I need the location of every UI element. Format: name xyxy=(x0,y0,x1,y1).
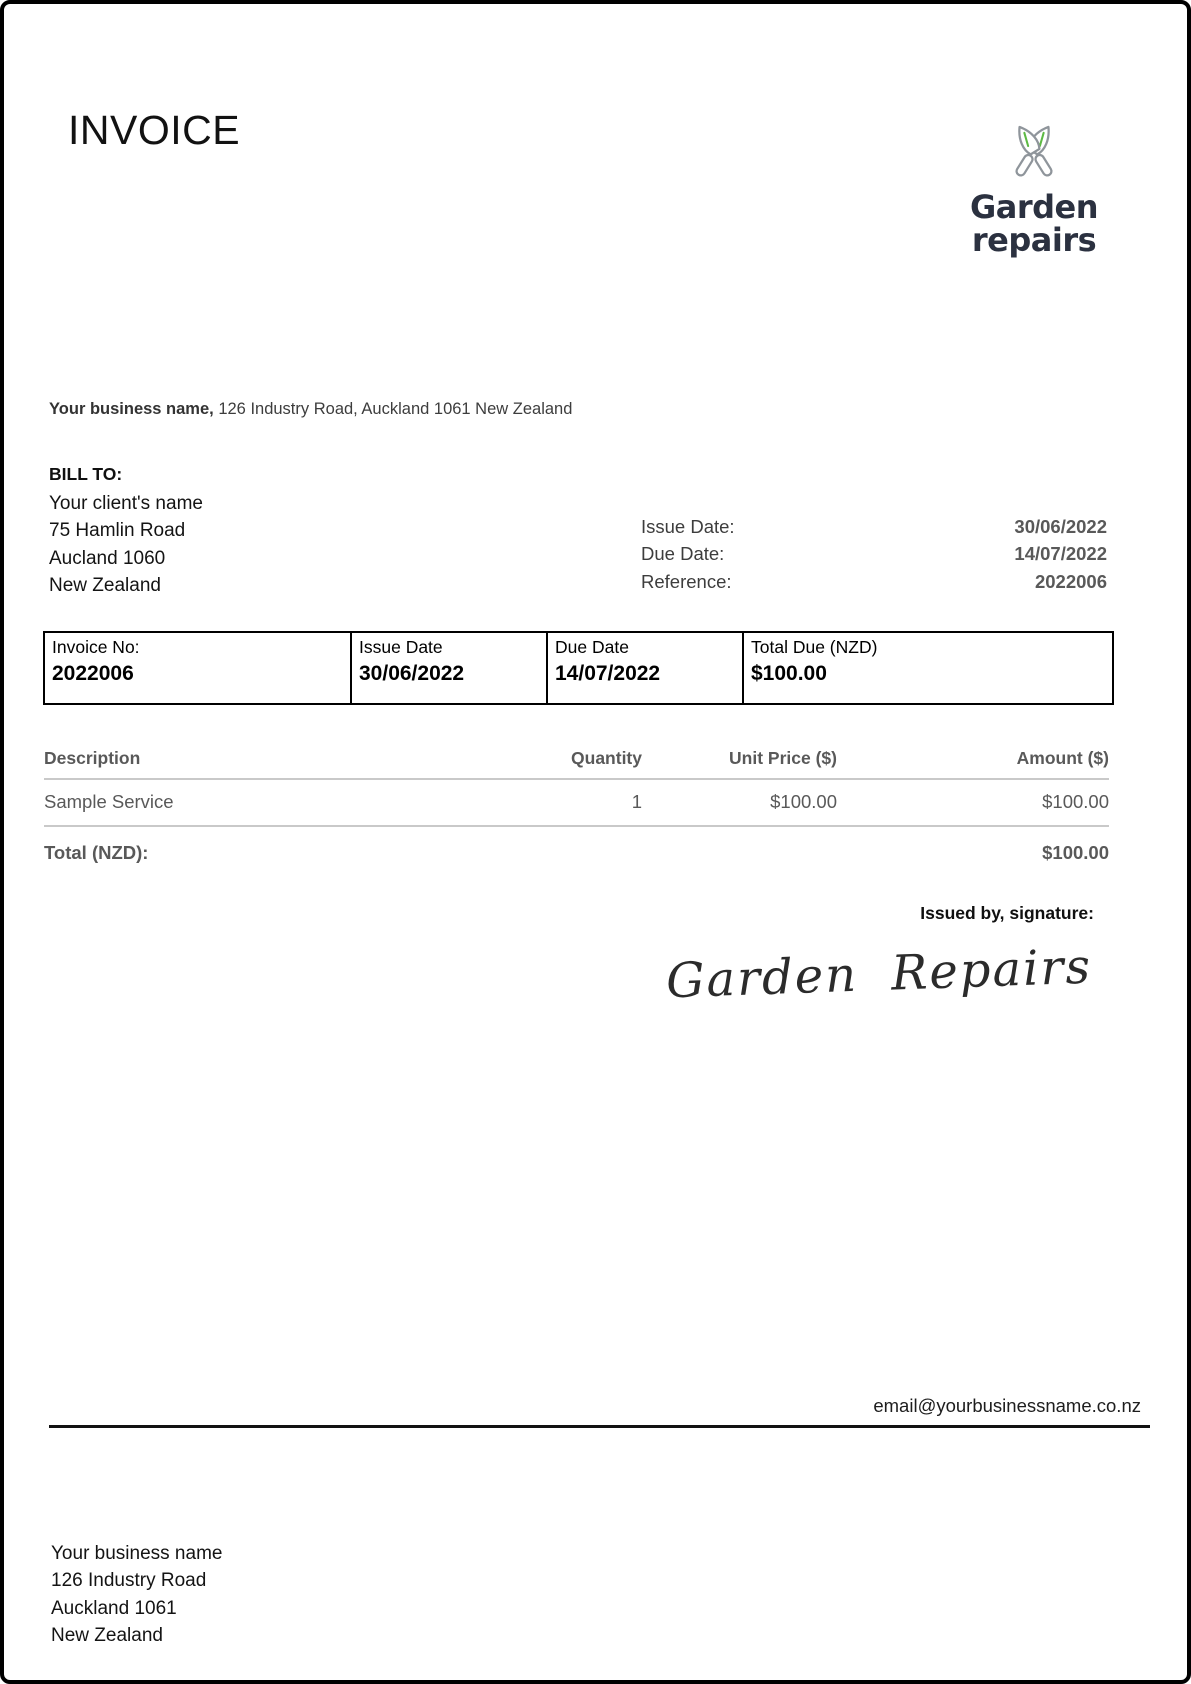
summary-cell-total-due xyxy=(742,633,1116,703)
issue-date-label: Issue Date: xyxy=(641,516,735,537)
meta-row-due-date xyxy=(641,540,1107,567)
item-description: Sample Service xyxy=(44,791,174,812)
summary-due-date-label: Due Date xyxy=(555,637,629,657)
invoice-meta-block xyxy=(641,513,1107,595)
footer-city: Auckland 1061 xyxy=(51,1597,177,1619)
summary-issue-date-label: Issue Date xyxy=(359,637,443,657)
page-title: INVOICE xyxy=(68,107,241,153)
summary-cell-due-date xyxy=(546,633,742,703)
issued-by-label: Issued by, signature: xyxy=(920,903,1094,923)
summary-total-due-label: Total Due (NZD) xyxy=(751,637,878,657)
item-unit-price: $100.00 xyxy=(770,791,837,812)
table-row xyxy=(44,780,1109,827)
crossed-trowels-icon xyxy=(998,120,1070,187)
reference-value: 2022006 xyxy=(1034,570,1107,592)
logo-line-2: repairs xyxy=(971,221,1097,259)
item-amount: $100.00 xyxy=(1042,791,1109,812)
logo-wordmark xyxy=(969,188,1099,259)
footer-divider xyxy=(49,1425,1150,1428)
header-quantity: Quantity xyxy=(571,748,642,768)
due-date-label: Due Date: xyxy=(641,543,725,565)
footer-business-name: Your business name xyxy=(51,1543,223,1564)
logo-line-1: Garden xyxy=(969,188,1099,226)
summary-due-date-value: 14/07/2022 xyxy=(555,662,661,685)
business-address-line xyxy=(49,400,572,419)
signature-script: Garden Repairs xyxy=(665,938,1093,1010)
business-name: Your business name, xyxy=(49,400,214,418)
client-country: New Zealand xyxy=(49,574,161,596)
client-name: Your client's name xyxy=(49,493,203,514)
footer-country: New Zealand xyxy=(51,1625,163,1647)
company-logo xyxy=(956,120,1112,257)
total-spacer-1 xyxy=(394,842,642,864)
total-label: Total (NZD): xyxy=(44,842,149,863)
bill-to-block xyxy=(49,464,203,599)
item-quantity: 1 xyxy=(631,791,642,812)
invoice-summary-table xyxy=(43,631,1114,705)
header-unit-price: Unit Price ($) xyxy=(729,748,837,768)
meta-row-issue-date xyxy=(641,513,1107,540)
bill-to-label: BILL TO: xyxy=(49,464,123,484)
summary-cell-issue-date xyxy=(350,633,546,703)
meta-row-reference xyxy=(641,568,1107,595)
items-total-row xyxy=(44,827,1109,864)
header-description: Description xyxy=(44,748,141,768)
business-address: 126 Industry Road, Auckland 1061 New Zealand xyxy=(213,400,573,418)
due-date-value: 14/07/2022 xyxy=(1014,543,1107,565)
total-spacer-2 xyxy=(642,842,837,864)
items-header-row xyxy=(44,748,1109,780)
client-street: 75 Hamlin Road xyxy=(49,520,186,542)
header-amount: Amount ($) xyxy=(1016,748,1109,768)
footer-address-block xyxy=(51,1540,222,1650)
summary-invoice-no-label: Invoice No: xyxy=(52,637,140,657)
footer-street: 126 Industry Road xyxy=(51,1570,207,1592)
total-value: $100.00 xyxy=(1042,842,1109,863)
client-city: Aucland 1060 xyxy=(49,547,166,569)
line-items-table xyxy=(44,748,1109,864)
summary-cell-invoice-no xyxy=(45,633,350,703)
business-email: email@yourbusinessname.co.nz xyxy=(873,1395,1141,1416)
summary-issue-date-value: 30/06/2022 xyxy=(359,662,465,685)
summary-invoice-no-value: 2022006 xyxy=(52,662,134,685)
issue-date-value: 30/06/2022 xyxy=(1014,516,1107,537)
summary-total-due-value: $100.00 xyxy=(751,662,827,685)
reference-label: Reference: xyxy=(641,570,732,592)
